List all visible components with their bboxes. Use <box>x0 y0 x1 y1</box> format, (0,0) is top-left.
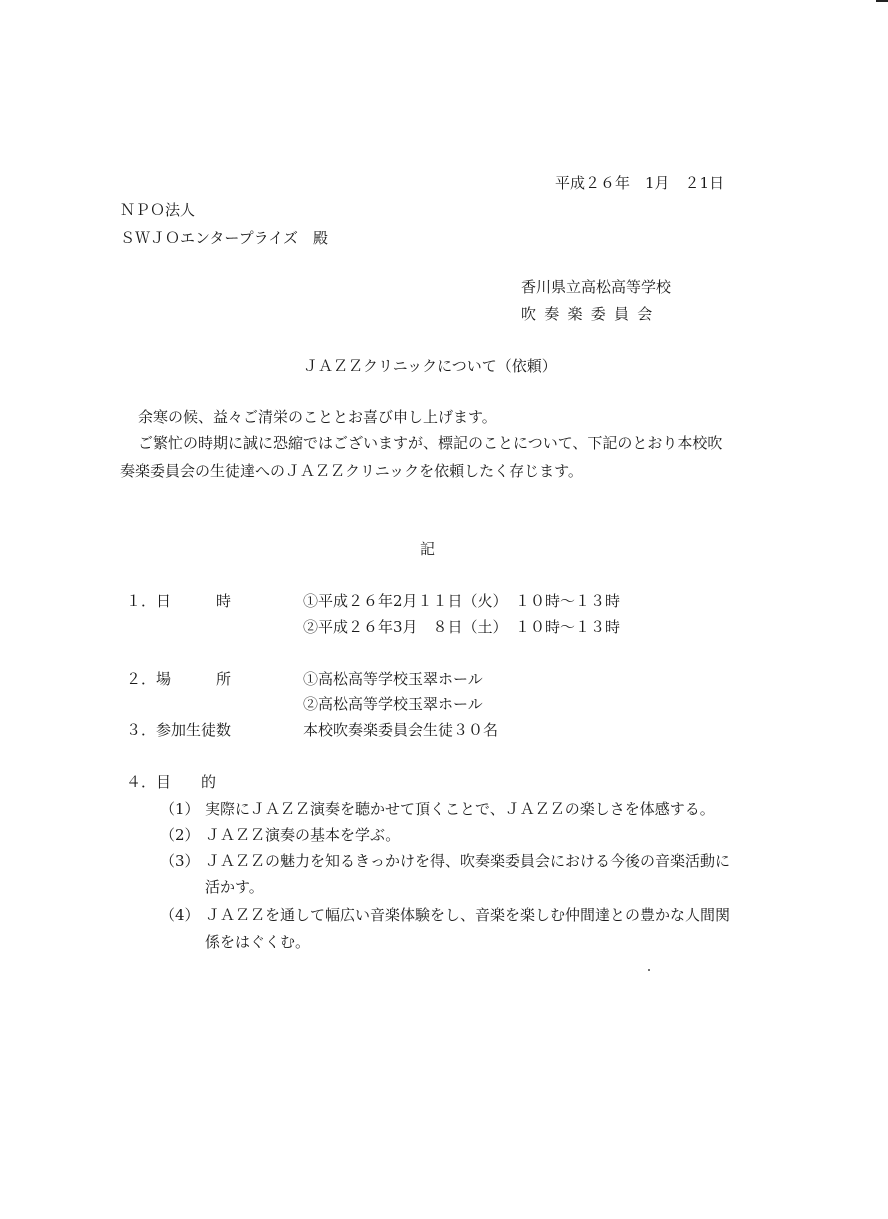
sender-committee: 吹奏楽委員会 <box>521 305 661 323</box>
sender-school: 香川県立高松高等学校 <box>521 278 672 296</box>
item-participants-label: ３．参加生徒数 <box>126 721 232 739</box>
item-datetime-value-2: ②平成２６年3月 ８日（土） １０時～１３時 <box>303 618 621 636</box>
request-paragraph-line1: ご繁忙の時期に誠に恐縮ではございますが、標記のことについて、下記のとおり本校吹 <box>138 434 723 452</box>
scan-speck <box>648 969 650 971</box>
purpose-3-text-line1: ＪＡＺＺの魅力を知るきっかけを得、吹奏楽委員会における今後の音楽活動に <box>205 852 731 870</box>
recipient-name: ＳＷＪＯエンタープライズ 殿 <box>120 229 329 247</box>
scan-edge-mark <box>876 0 888 2</box>
item-venue-value-2: ②高松高等学校玉翠ホール <box>303 695 483 713</box>
item-participants-value: 本校吹奏楽委員会生徒３０名 <box>303 721 499 739</box>
ki-heading: 記 <box>420 540 436 558</box>
purpose-4-number: （4） <box>160 906 200 924</box>
request-paragraph-line2: 奏楽委員会の生徒達へのＪＡＺＺクリニックを依頼したく存じます。 <box>120 462 583 480</box>
item-purpose-label: ４．目 的 <box>126 773 217 791</box>
purpose-3-text-line2: 活かす。 <box>205 878 264 896</box>
item-datetime-label: １．日 時 <box>126 592 232 610</box>
purpose-2-number: （2） <box>160 826 200 844</box>
item-venue-value-1: ①高松高等学校玉翠ホール <box>303 670 483 688</box>
item-datetime-value-1: ①平成２６年2月１１日（火） １０時～１３時 <box>303 592 621 610</box>
greeting-paragraph: 余寒の候、益々ご清栄のこととお喜び申し上げます。 <box>138 408 497 426</box>
purpose-1-text: 実際にＪＡＺＺ演奏を聴かせて頂くことで、ＪＡＺＺの楽しさを体感する。 <box>205 800 715 818</box>
purpose-4-text-line2: 係をはぐくむ。 <box>205 933 311 951</box>
document-title: ＪＡＺＺクリニックについて（依頼） <box>303 357 557 375</box>
purpose-3-number: （3） <box>160 852 200 870</box>
purpose-4-text-line1: ＪＡＺＺを通して幅広い音楽体験をし、音楽を楽しむ仲間達との豊かな人間関 <box>205 906 731 924</box>
purpose-1-number: （1） <box>160 800 200 818</box>
recipient-org: ＮＰＯ法人 <box>120 201 196 219</box>
item-venue-label: ２．場 所 <box>126 670 232 688</box>
document-date: 平成２６年 1月 ２1日 <box>555 174 725 192</box>
purpose-2-text: ＪＡＺＺ演奏の基本を学ぶ。 <box>205 826 401 844</box>
